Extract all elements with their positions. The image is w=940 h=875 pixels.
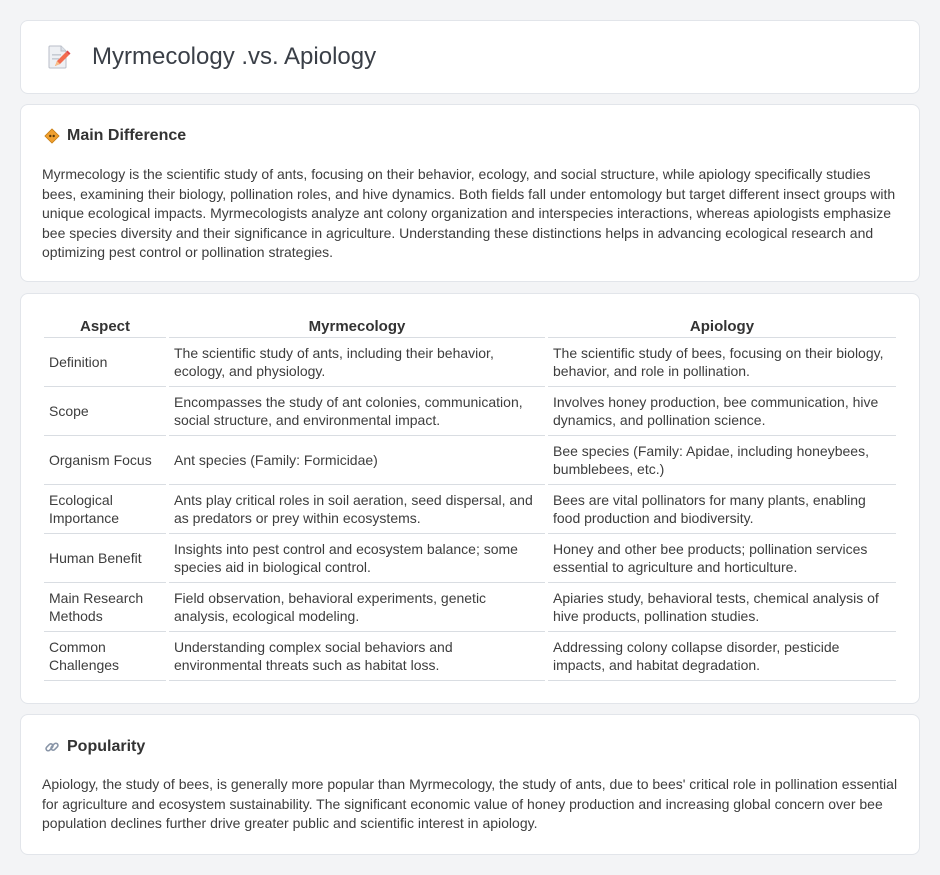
main-difference-text: Myrmecology is the scientific study of ants, focusing on their behavior, ecology, and social structure, while apiology specifically studies bees, examining their biology, pollination roles, and hive dynamics. Both fields fall under entomology but target different insect groups with unique ecological impacts. Myrmecologists analyze ant colony organization and interspecies interactions, whereas apiologists emphasize bee species diversity and their significance in agriculture. Understanding these distinctions helps in advancing ecological research and optimizing pest control or pollination strategies. [42,166,896,260]
myrmecology-cell: Field observation, behavioral experiments, genetic analysis, ecological modeling. [169,583,545,632]
document-pencil-icon [46,43,72,71]
apiology-cell: Bee species (Family: Apidae, including honeybees, bumblebees, etc.) [548,436,896,485]
aspect-cell: Human Benefit [44,534,166,583]
myrmecology-cell: Insights into pest control and ecosystem balance; some species aid in biological control. [169,534,545,583]
main-difference-card [20,104,920,282]
popularity-header [43,738,145,756]
table-row [44,485,896,534]
diamond-sign-icon [43,127,61,145]
table-header-row [44,316,896,338]
main-difference-header [43,127,186,145]
comparison-table [41,316,899,681]
aspect-cell: Scope [44,387,166,436]
apiology-cell: Bees are vital pollinators for many plants, enabling food production and biodiversity. [548,485,896,534]
apiology-cell: Apiaries study, behavioral tests, chemical analysis of hive products, pollination studies. [548,583,896,632]
table-row [44,534,896,583]
header-card [20,20,920,94]
apiology-cell: Honey and other bee products; pollination services essential to agriculture and horticulture. [548,534,896,583]
link-icon [43,738,61,756]
aspect-cell: Common Challenges [44,632,166,681]
aspect-cell: Main Research Methods [44,583,166,632]
title-row [46,43,376,71]
popularity-heading: Popularity [67,738,146,755]
aspect-cell: Ecological Importance [44,485,166,534]
comparison-card [20,293,920,704]
popularity-text: Apiology, the study of bees, is generally more popular than Myrmecology, the study of ants, due to bees' critical role in pollination essential for agriculture and ecosystem sustainability. The significant economic value of honey production and increasing global concern over bee population declines further drive greater public and scientific interest in apiology. [42,776,898,831]
popularity-card [20,714,920,855]
apiology-cell: Addressing colony collapse disorder, pesticide impacts, and habitat degradation. [548,632,896,681]
aspect-cell: Definition [44,338,166,387]
table-row [44,632,896,681]
myrmecology-cell: The scientific study of ants, including their behavior, ecology, and physiology. [169,338,545,387]
myrmecology-cell: Ants play critical roles in soil aeration, seed dispersal, and as predators or prey within ecosystems. [169,485,545,534]
header-myrmecology: Myrmecology [169,316,545,338]
myrmecology-cell: Encompasses the study of ant colonies, communication, social structure, and environmental impact. [169,387,545,436]
apiology-cell: The scientific study of bees, focusing on their biology, behavior, and role in pollination. [548,338,896,387]
aspect-cell: Organism Focus [44,436,166,485]
myrmecology-cell: Understanding complex social behaviors and environmental threats such as habitat loss. [169,632,545,681]
table-row [44,583,896,632]
myrmecology-cell: Ant species (Family: Formicidae) [169,436,545,485]
header-apiology: Apiology [548,316,896,338]
main-difference-heading: Main Difference [67,127,187,144]
table-row [44,338,896,387]
apiology-cell: Involves honey production, bee communication, hive dynamics, and pollination science. [548,387,896,436]
table-row [44,387,896,436]
header-aspect: Aspect [44,316,166,338]
table-row [44,436,896,485]
page-title: Myrmecology .vs. Apiology [92,43,377,70]
